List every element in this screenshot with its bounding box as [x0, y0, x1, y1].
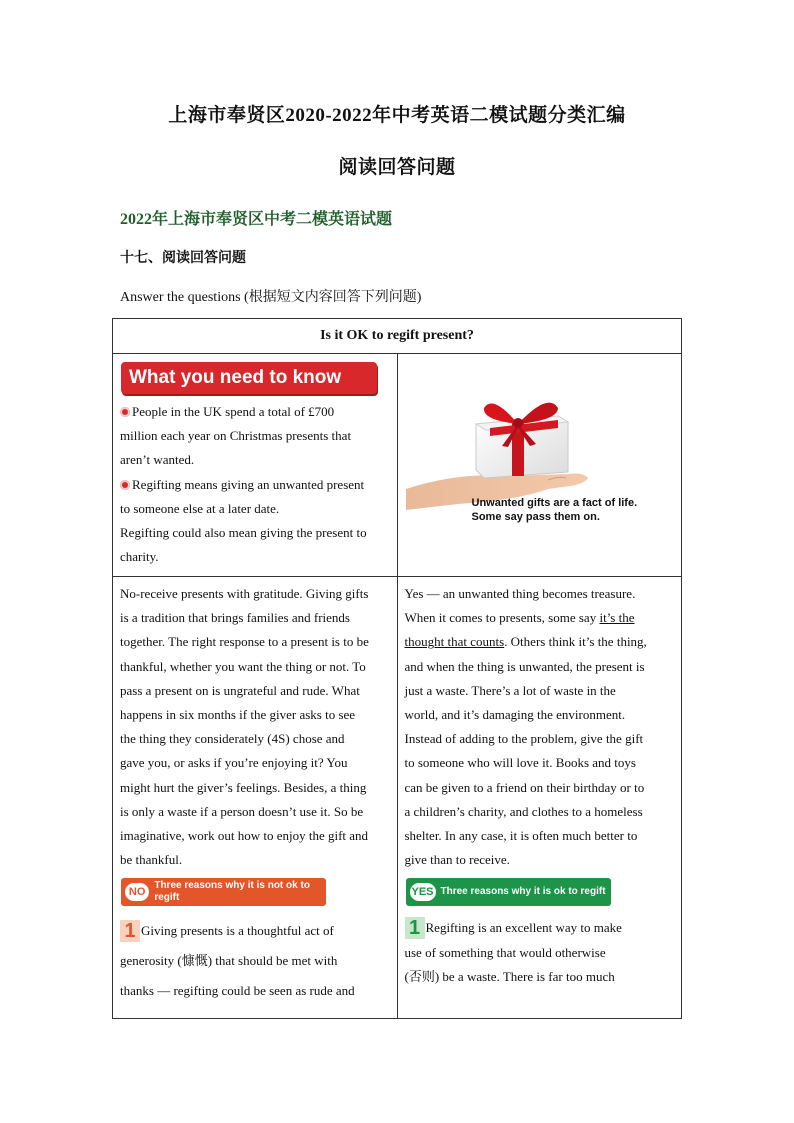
section-heading: 十七、阅读回答问题	[120, 251, 246, 266]
caption-line: Unwanted gifts are a fact of life.	[471, 497, 638, 509]
reason-line: (否则) be a waste. There is far too much	[404, 968, 615, 984]
reason-line: Regifting is an excellent way to make	[425, 920, 622, 936]
article-heading: Is it OK to regift present?	[113, 319, 682, 354]
yes-line: world, and it’s damaging the environment.	[404, 707, 626, 723]
reason-number: 1	[120, 920, 140, 942]
no-line: is only a waste if a person doesn’t use it. So be	[120, 803, 364, 819]
no-reasons-banner	[121, 878, 326, 906]
need-to-know-banner: What you need to know	[121, 362, 377, 394]
yes-line: give than to receive.	[404, 852, 510, 868]
no-reasons-title: Three reasons why it is not ok to regift	[154, 880, 310, 904]
need-line: charity.	[120, 549, 159, 565]
no-line: imaginative, work out how to enjoy the gift and	[120, 828, 369, 844]
yes-line: When it comes to presents, some say	[404, 610, 600, 626]
gift-image-cell	[397, 354, 682, 577]
need-line: to someone else at a later date.	[120, 500, 280, 516]
need-to-know-cell	[113, 354, 398, 577]
yes-reasons-title: Three reasons why it is ok to regift	[440, 886, 606, 898]
image-caption	[472, 496, 638, 524]
reason-line: use of something that would otherwise	[404, 944, 606, 960]
no-line: No-receive presents with gratitude. Giving gifts	[120, 586, 369, 601]
yes-badge: YES	[410, 883, 436, 901]
yes-line: . Others think it’s the thing,	[504, 634, 647, 650]
bullet-icon	[120, 480, 130, 490]
no-argument-text	[113, 577, 397, 872]
bullet-icon	[120, 407, 130, 417]
reason-line: thanks — regifting could be seen as rude and	[120, 983, 355, 999]
reason-number: 1	[405, 917, 425, 939]
no-line: thankful, whether you want the thing or not. To	[120, 658, 366, 674]
no-argument-cell	[113, 577, 398, 1019]
document-title: 上海市奉贤区2020-2022年中考英语二模试题分类汇编	[168, 105, 626, 126]
instruction-text: Answer the questions (根据短文内容回答下列问题)	[120, 290, 422, 305]
no-line: be thankful.	[120, 852, 183, 868]
need-line: million each year on Christmas presents that	[120, 428, 352, 444]
yes-line: can be given to a friend on their birthday or to	[404, 779, 645, 795]
no-line: happens in six months if the giver asks to see	[120, 707, 356, 723]
need-to-know-text	[113, 394, 397, 569]
need-line: People in the UK spend a total of £700	[132, 404, 335, 419]
reason-line: Giving presents is a thoughtful act of	[141, 923, 334, 939]
yes-reasons-banner	[406, 878, 611, 906]
no-line: together. The right response to a present is to be	[120, 634, 369, 650]
reason-line: generosity (慷慨) that should be met with	[120, 953, 338, 969]
yes-reason-one	[398, 906, 682, 989]
yes-argument-cell	[397, 577, 682, 1019]
no-reason-one	[113, 906, 397, 1006]
no-line: pass a present on is ungrateful and rude. What	[120, 682, 360, 698]
caption-line: Some say pass them on.	[471, 511, 600, 523]
no-line: gave you, or asks if you’re enjoying it? You	[120, 755, 348, 771]
underlined-phrase: thought that counts	[404, 634, 505, 650]
yes-line: Yes — an unwanted thing becomes treasure.	[404, 586, 636, 601]
yes-line: to someone who will love it. Books and toys	[404, 755, 636, 771]
yes-line: a children’s charity, and clothes to a homeless	[404, 803, 643, 819]
need-line: Regifting could also mean giving the present to	[120, 525, 367, 541]
document-subtitle: 阅读回答问题	[338, 157, 456, 178]
gift-on-hand-image	[398, 354, 681, 576]
need-line: Regifting means giving an unwanted present	[132, 476, 365, 492]
need-line: aren’t wanted.	[120, 452, 195, 468]
exam-source-heading: 2022年上海市奉贤区中考二模英语试题	[120, 211, 393, 228]
no-badge: NO	[125, 883, 149, 901]
no-line: the thing they considerately (4S) chose and	[120, 731, 345, 747]
yes-line: Instead of adding to the problem, give the gift	[404, 731, 644, 747]
yes-line: just a waste. There’s a lot of waste in the	[404, 682, 616, 698]
underlined-phrase: it’s the	[599, 610, 635, 626]
yes-line: shelter. In any case, it is often much better to	[404, 828, 638, 844]
yes-argument-text	[398, 577, 682, 872]
yes-line: and when the thing is unwanted, the present is	[404, 658, 645, 674]
no-line: might hurt the giver’s feelings. Besides, a thing	[120, 779, 367, 795]
article-table	[112, 318, 682, 1019]
no-line: is a tradition that brings families and friends	[120, 610, 350, 626]
